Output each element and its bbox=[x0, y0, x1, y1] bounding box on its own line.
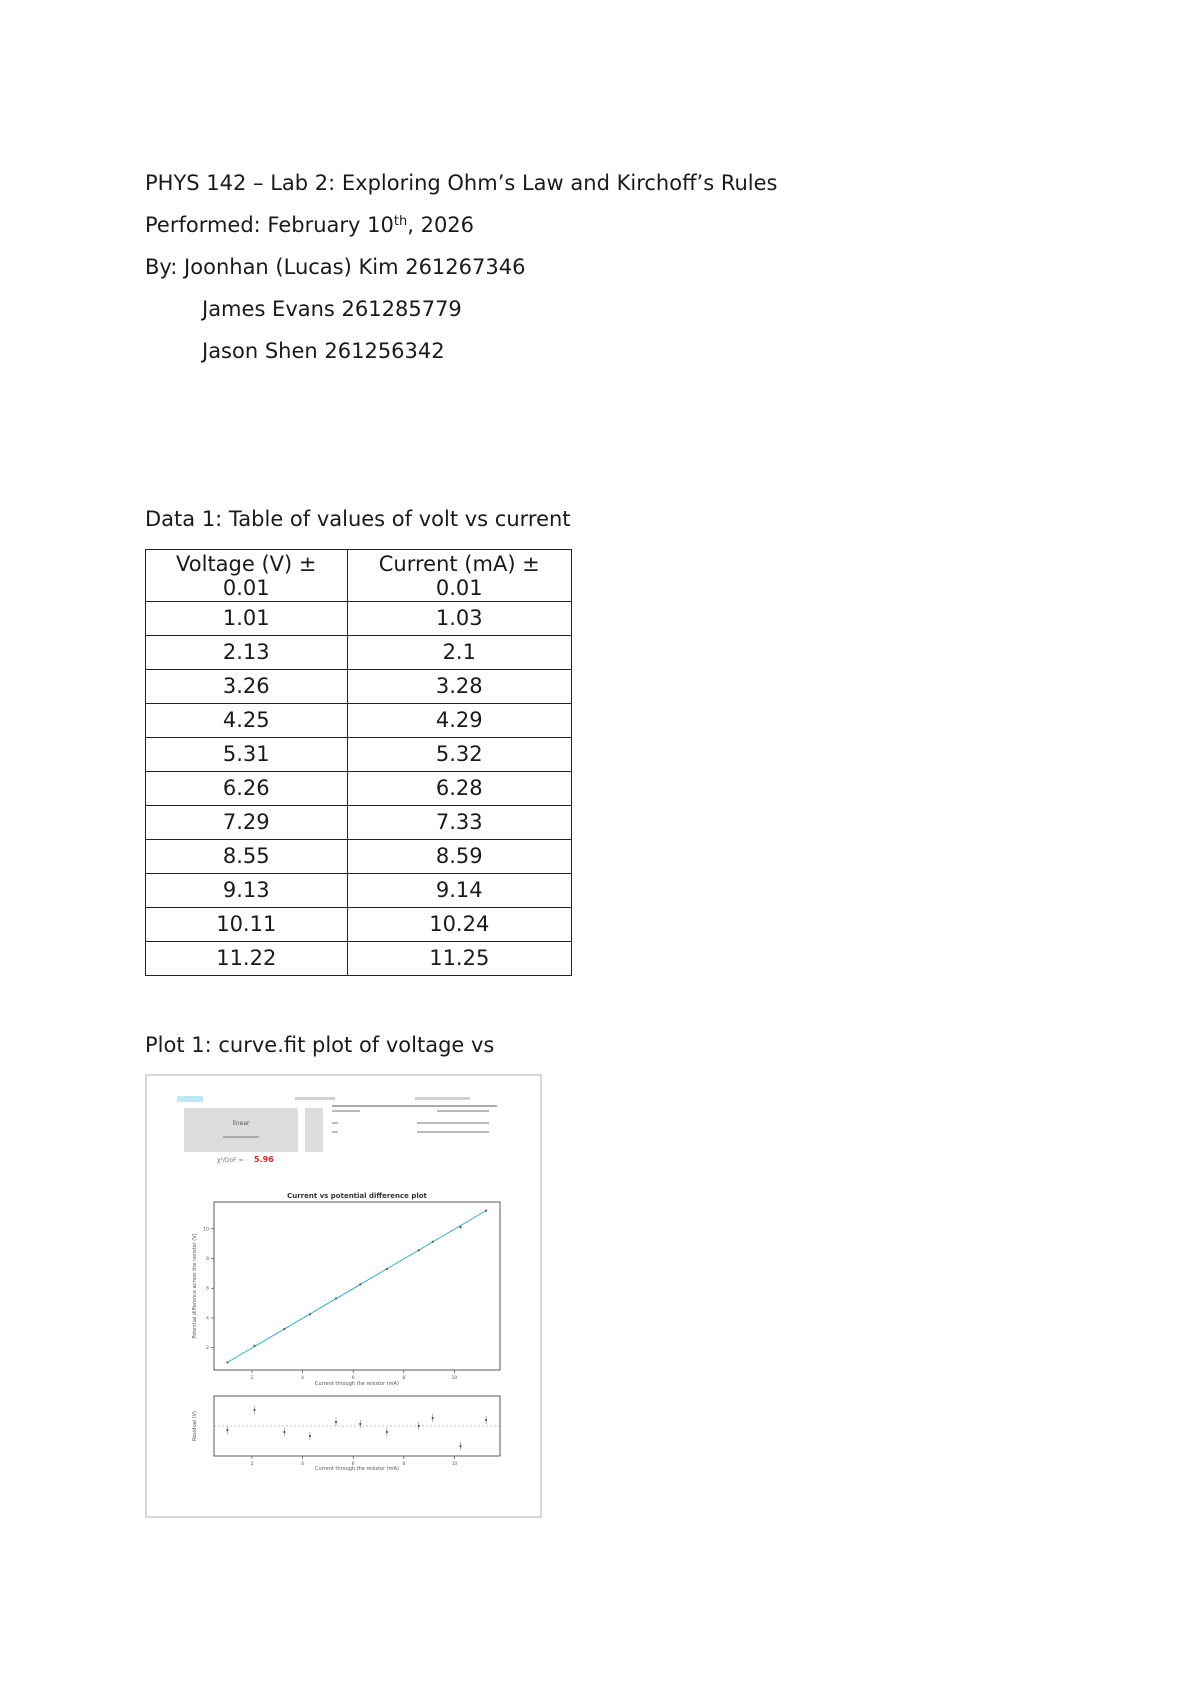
voltage-cell: 11.22 bbox=[146, 942, 348, 976]
current-cell: 5.32 bbox=[347, 738, 571, 772]
author-line-2: James Evans 261285779 bbox=[202, 297, 462, 321]
table-row bbox=[146, 704, 572, 738]
author-line-1: By: Joonhan (Lucas) Kim 261267346 bbox=[145, 255, 526, 279]
voltage-cell: 1.01 bbox=[146, 602, 348, 636]
table-row bbox=[146, 772, 572, 806]
y-tick-label: 4 bbox=[206, 1316, 209, 1322]
residual-point bbox=[386, 1431, 388, 1433]
fit-side-panel bbox=[305, 1108, 323, 1152]
plot-title: Current vs potential difference plot bbox=[287, 1192, 427, 1200]
voltage-header bbox=[146, 550, 348, 602]
residual-point bbox=[485, 1419, 487, 1421]
residual-x-tick-label: 10 bbox=[451, 1462, 458, 1467]
param-b-value-blur bbox=[417, 1131, 489, 1133]
voltage-header-line1: Voltage (V) ± bbox=[176, 551, 317, 576]
residual-y-axis-label: Residual (V) bbox=[192, 1410, 198, 1442]
y-tick-label: 6 bbox=[206, 1286, 209, 1292]
residual-x-tick-label: 2 bbox=[250, 1462, 254, 1467]
residual-x-axis-label: Current through the resistor (mA) bbox=[315, 1466, 399, 1472]
y-axis-label: Potential difference across the resistor (V) bbox=[192, 1233, 198, 1339]
current-cell: 3.28 bbox=[347, 670, 571, 704]
table-row bbox=[146, 840, 572, 874]
current-cell: 8.59 bbox=[347, 840, 571, 874]
page-title: PHYS 142 – Lab 2: Exploring Ohm’s Law and Kirchoff’s Rules bbox=[145, 171, 778, 195]
curve-fit-screenshot bbox=[145, 1074, 542, 1518]
performed-suffix: , 2026 bbox=[407, 213, 475, 237]
voltage-cell: 6.26 bbox=[146, 772, 348, 806]
fit-model-title: linear bbox=[232, 1120, 250, 1127]
data-point bbox=[432, 1241, 434, 1243]
y-tick-label: 2 bbox=[206, 1346, 209, 1352]
data-point bbox=[309, 1313, 311, 1315]
residual-point bbox=[335, 1421, 337, 1423]
voltage-header-line2: 0.01 bbox=[222, 575, 270, 600]
voltage-cell: 8.55 bbox=[146, 840, 348, 874]
voltage-cell: 10.11 bbox=[146, 908, 348, 942]
table-row bbox=[146, 908, 572, 942]
curve-fit-figure bbox=[147, 1076, 540, 1516]
table-row bbox=[146, 636, 572, 670]
data-point bbox=[359, 1283, 361, 1285]
param-b-blur bbox=[332, 1131, 338, 1133]
current-cell: 11.25 bbox=[347, 942, 571, 976]
table-row bbox=[146, 806, 572, 840]
toolbar-text-blur-2 bbox=[415, 1097, 470, 1100]
data-table bbox=[145, 549, 572, 976]
x-tick-label: 4 bbox=[301, 1376, 305, 1381]
main-plot-marks bbox=[203, 1210, 487, 1381]
plot-caption: Plot 1: curve.fit plot of voltage vs bbox=[145, 1033, 495, 1057]
param-header-blur bbox=[332, 1110, 360, 1112]
performed-prefix: Performed: February 10 bbox=[145, 213, 394, 237]
residual-point bbox=[459, 1445, 461, 1447]
voltage-cell: 7.29 bbox=[146, 806, 348, 840]
x-tick-label: 10 bbox=[451, 1376, 458, 1381]
table-row bbox=[146, 738, 572, 772]
current-cell: 2.1 bbox=[347, 636, 571, 670]
current-cell: 7.33 bbox=[347, 806, 571, 840]
y-tick-label: 10 bbox=[203, 1227, 209, 1233]
table-row bbox=[146, 874, 572, 908]
residual-point bbox=[359, 1423, 361, 1425]
voltage-cell: 5.31 bbox=[146, 738, 348, 772]
residual-point bbox=[418, 1425, 420, 1427]
performed-superscript: th bbox=[393, 214, 408, 229]
x-tick-label: 8 bbox=[402, 1376, 406, 1381]
chi-label: χ²/DoF = bbox=[217, 1157, 244, 1164]
author-line-3: Jason Shen 261256342 bbox=[202, 339, 445, 363]
voltage-cell: 9.13 bbox=[146, 874, 348, 908]
y-tick-label: 8 bbox=[206, 1256, 209, 1262]
data-point bbox=[253, 1345, 255, 1347]
residual-point bbox=[226, 1429, 228, 1431]
toolbar-text-blur bbox=[295, 1097, 335, 1100]
fit-line bbox=[227, 1211, 486, 1363]
residual-point bbox=[432, 1417, 434, 1419]
chi-value: 5.96 bbox=[254, 1155, 274, 1164]
voltage-cell: 3.26 bbox=[146, 670, 348, 704]
residual-point bbox=[253, 1409, 255, 1411]
fit-model-formula-blur bbox=[223, 1136, 259, 1138]
current-header-line2: 0.01 bbox=[435, 575, 483, 600]
residual-x-tick-label: 4 bbox=[301, 1462, 305, 1467]
residual-point bbox=[309, 1435, 311, 1437]
performed-date bbox=[145, 212, 474, 238]
current-cell: 9.14 bbox=[347, 874, 571, 908]
residual-plot-frame bbox=[214, 1396, 500, 1456]
param-a-value-blur bbox=[417, 1122, 489, 1124]
current-cell: 10.24 bbox=[347, 908, 571, 942]
voltage-cell: 4.25 bbox=[146, 704, 348, 738]
current-header-line1: Current (mA) ± bbox=[378, 551, 540, 576]
data-point bbox=[335, 1297, 337, 1299]
x-axis-label: Current through the resistor (mA) bbox=[315, 1381, 399, 1387]
data-point bbox=[418, 1249, 420, 1251]
table-row bbox=[146, 942, 572, 976]
param-a-blur bbox=[332, 1122, 338, 1124]
table-caption: Data 1: Table of values of volt vs current bbox=[145, 507, 571, 531]
table-header-row bbox=[146, 550, 572, 602]
x-tick-label: 2 bbox=[250, 1376, 254, 1381]
data-point bbox=[226, 1361, 228, 1363]
data-point bbox=[485, 1210, 487, 1212]
current-header bbox=[347, 550, 571, 602]
data-point bbox=[283, 1328, 285, 1330]
table-row bbox=[146, 602, 572, 636]
residual-x-tick-label: 6 bbox=[351, 1462, 355, 1467]
current-cell: 1.03 bbox=[347, 602, 571, 636]
fit-tab-marker bbox=[177, 1096, 203, 1102]
table-row bbox=[146, 670, 572, 704]
data-point bbox=[386, 1268, 388, 1270]
current-cell: 4.29 bbox=[347, 704, 571, 738]
residual-point bbox=[283, 1431, 285, 1433]
data-point bbox=[459, 1226, 461, 1228]
param-header-blur-2 bbox=[437, 1110, 489, 1112]
residual-plot-marks bbox=[214, 1406, 500, 1467]
fit-model-box bbox=[184, 1108, 298, 1152]
current-cell: 6.28 bbox=[347, 772, 571, 806]
residual-x-tick-label: 8 bbox=[402, 1462, 406, 1467]
voltage-cell: 2.13 bbox=[146, 636, 348, 670]
x-tick-label: 6 bbox=[351, 1376, 355, 1381]
